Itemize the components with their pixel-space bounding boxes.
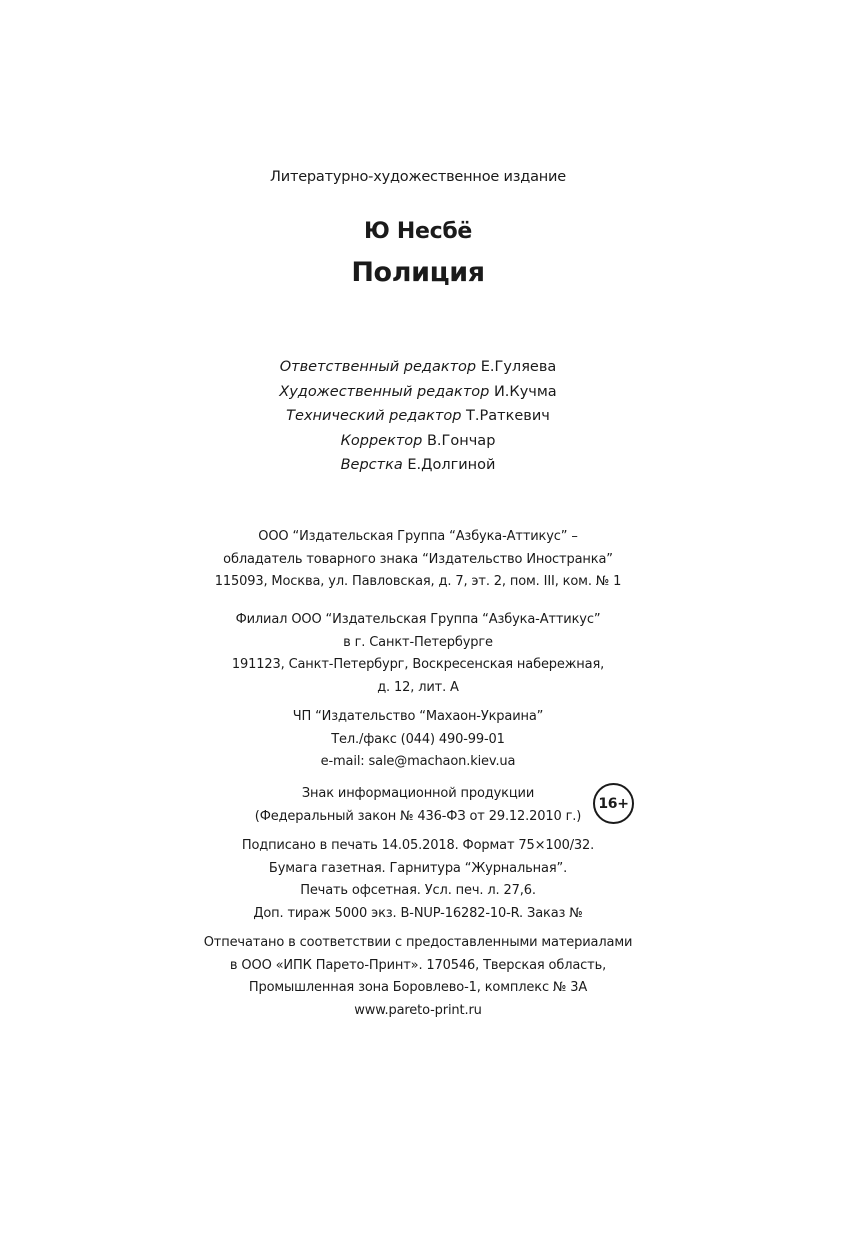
publisher-line: обладатель товарного знака “Издательство Иностранка” xyxy=(223,551,613,567)
credit-name: Е.Гуляева xyxy=(480,359,557,375)
distributor-line: ЧП “Издательство “Махаон-Украина” xyxy=(292,709,544,724)
printer-website: www.pareto-print.ru xyxy=(354,1002,482,1018)
credit-name: И.Кучма xyxy=(493,383,557,400)
info-sign-line: (Федеральный закон № 436-ФЗ от 29.12.2010 г.) xyxy=(254,808,582,824)
credit-role: Ответственный редактор xyxy=(279,359,477,375)
credit-name: Т.Раткевич xyxy=(466,408,550,424)
publisher-block xyxy=(0,526,836,594)
credit-name: В.Гончар xyxy=(426,432,496,449)
credit-line xyxy=(0,453,836,478)
printer-block xyxy=(0,932,836,1022)
branch-line: 191123, Санкт-Петербург, Воскресенская набережная, xyxy=(231,657,605,672)
credit-name: Е.Долгиной xyxy=(407,457,496,473)
print-spec-line: Подписано в печать 14.05.2018. Формат 75×100/32. xyxy=(241,838,595,853)
credit-role: Технический редактор xyxy=(286,408,462,424)
author-name: Ю Несбё xyxy=(363,219,473,244)
credit-line xyxy=(0,429,836,454)
print-spec-line: Бумага газетная. Гарнитура “Журнальная”. xyxy=(268,860,568,876)
branch-line: д. 12, лит. А xyxy=(377,679,459,695)
branch-line: Филиал ООО “Издательская Группа “Азбука-Аттикус” xyxy=(235,612,601,627)
branch-block xyxy=(0,609,836,699)
info-sign-block xyxy=(0,783,836,828)
book-title: Полиция xyxy=(351,257,485,288)
print-specs-block xyxy=(0,835,836,925)
print-spec-line: Доп. тираж 5000 экз. B-NUP-16282-10-R. Заказ № xyxy=(253,905,583,921)
printer-line: в ООО «ИПК Парето-Принт». 170546, Тверская область, xyxy=(229,957,607,973)
publisher-line: 115093, Москва, ул. Павловская, д. 7, эт. 2, пом. III, ком. № 1 xyxy=(214,574,622,589)
genre-label: Литературно-художественное издание xyxy=(270,169,566,185)
age-rating-badge: 16+ xyxy=(593,783,634,824)
credit-line xyxy=(0,355,836,380)
credit-role: Верстка xyxy=(340,457,403,473)
print-spec-line: Печать офсетная. Усл. печ. л. 27,6. xyxy=(300,883,536,898)
branch-line: в г. Санкт-Петербурге xyxy=(343,634,493,650)
distributor-line: e-mail: sale@machaon.kiev.ua xyxy=(320,754,516,769)
info-sign-line: Знак информационной продукции xyxy=(301,786,535,801)
editorial-credits xyxy=(0,355,836,478)
credit-role: Корректор xyxy=(340,432,423,449)
printer-line: Промышленная зона Боровлево-1, комплекс № 3А xyxy=(248,980,588,995)
distributor-block xyxy=(0,706,836,774)
publisher-line: ООО “Издательская Группа “Азбука-Аттикус” – xyxy=(258,529,578,544)
credit-line xyxy=(0,404,836,429)
credit-line xyxy=(0,380,836,405)
credit-role: Художественный редактор xyxy=(279,383,490,400)
distributor-line: Тел./факс (044) 490-99-01 xyxy=(331,731,505,747)
printer-line: Отпечатано в соответствии с предоставленными материалами xyxy=(203,935,633,950)
